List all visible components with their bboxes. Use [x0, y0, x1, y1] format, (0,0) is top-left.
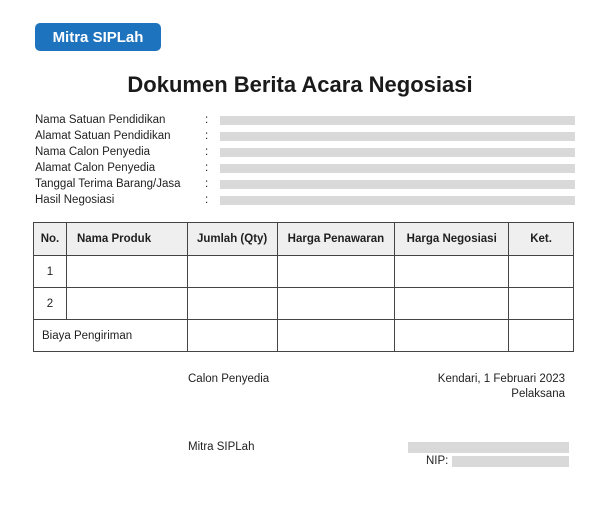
qty-cell	[187, 288, 277, 320]
redacted-name-bar	[408, 442, 569, 453]
partner-label: Mitra SIPLah	[188, 441, 255, 453]
negotiation-table	[33, 222, 574, 352]
offer-price-cell	[277, 320, 395, 352]
field-colon: :	[205, 162, 209, 174]
field-row	[35, 112, 575, 128]
table-row	[34, 256, 574, 288]
offer-price-cell	[277, 256, 395, 288]
nip-label: NIP:	[426, 455, 449, 467]
field-colon: :	[205, 146, 209, 158]
notes-cell	[509, 256, 574, 288]
redacted-value-bar	[220, 148, 575, 157]
shipping-row	[34, 320, 574, 352]
field-row	[35, 160, 575, 176]
field-colon: :	[205, 178, 209, 190]
negotiated-price-cell	[395, 256, 509, 288]
row-number: 1	[34, 256, 67, 288]
field-label: Nama Calon Penyedia	[35, 146, 151, 158]
executor-label: Pelaksana	[511, 388, 565, 400]
column-header-no: No.	[34, 223, 67, 256]
redacted-nip-bar	[452, 456, 569, 467]
offer-price-cell	[277, 288, 395, 320]
notes-cell	[509, 288, 574, 320]
identity-fields	[35, 112, 575, 208]
column-header-qty: Jumlah (Qty)	[187, 223, 277, 256]
product-cell	[66, 256, 187, 288]
qty-cell	[187, 256, 277, 288]
mitra-siplah-badge: Mitra SIPLah	[35, 23, 161, 51]
document-title: Dokumen Berita Acara Negosiasi	[127, 72, 473, 97]
notes-cell	[509, 320, 574, 352]
nip-row	[426, 455, 569, 467]
shipping-cost-label: Biaya Pengiriman	[34, 320, 188, 352]
redacted-value-bar	[220, 180, 575, 189]
column-header-notes: Ket.	[509, 223, 574, 256]
field-colon: :	[205, 130, 209, 142]
redacted-value-bar	[220, 164, 575, 173]
place-date: Kendari, 1 Februari 2023	[437, 373, 565, 385]
column-header-product: Nama Produk	[66, 223, 187, 256]
row-number: 2	[34, 288, 67, 320]
field-label: Tanggal Terima Barang/Jasa	[35, 178, 181, 190]
redacted-value-bar	[220, 132, 575, 141]
field-row	[35, 192, 575, 208]
negotiated-price-cell	[395, 288, 509, 320]
negotiated-price-cell	[395, 320, 509, 352]
field-row	[35, 176, 575, 192]
qty-cell	[187, 320, 277, 352]
field-label: Alamat Satuan Pendidikan	[35, 130, 171, 142]
field-row	[35, 128, 575, 144]
table-header-row	[34, 223, 574, 256]
redacted-value-bar	[220, 196, 575, 205]
product-cell	[66, 288, 187, 320]
candidate-label: Calon Penyedia	[188, 373, 270, 385]
field-colon: :	[205, 114, 209, 126]
field-label: Alamat Calon Penyedia	[35, 162, 156, 174]
field-label: Nama Satuan Pendidikan	[35, 114, 166, 126]
column-header-offer-price: Harga Penawaran	[277, 223, 395, 256]
column-header-negotiated-price: Harga Negosiasi	[395, 223, 509, 256]
field-colon: :	[205, 194, 209, 206]
redacted-value-bar	[220, 116, 575, 125]
field-row	[35, 144, 575, 160]
table-row	[34, 288, 574, 320]
field-label: Hasil Negosiasi	[35, 194, 115, 206]
